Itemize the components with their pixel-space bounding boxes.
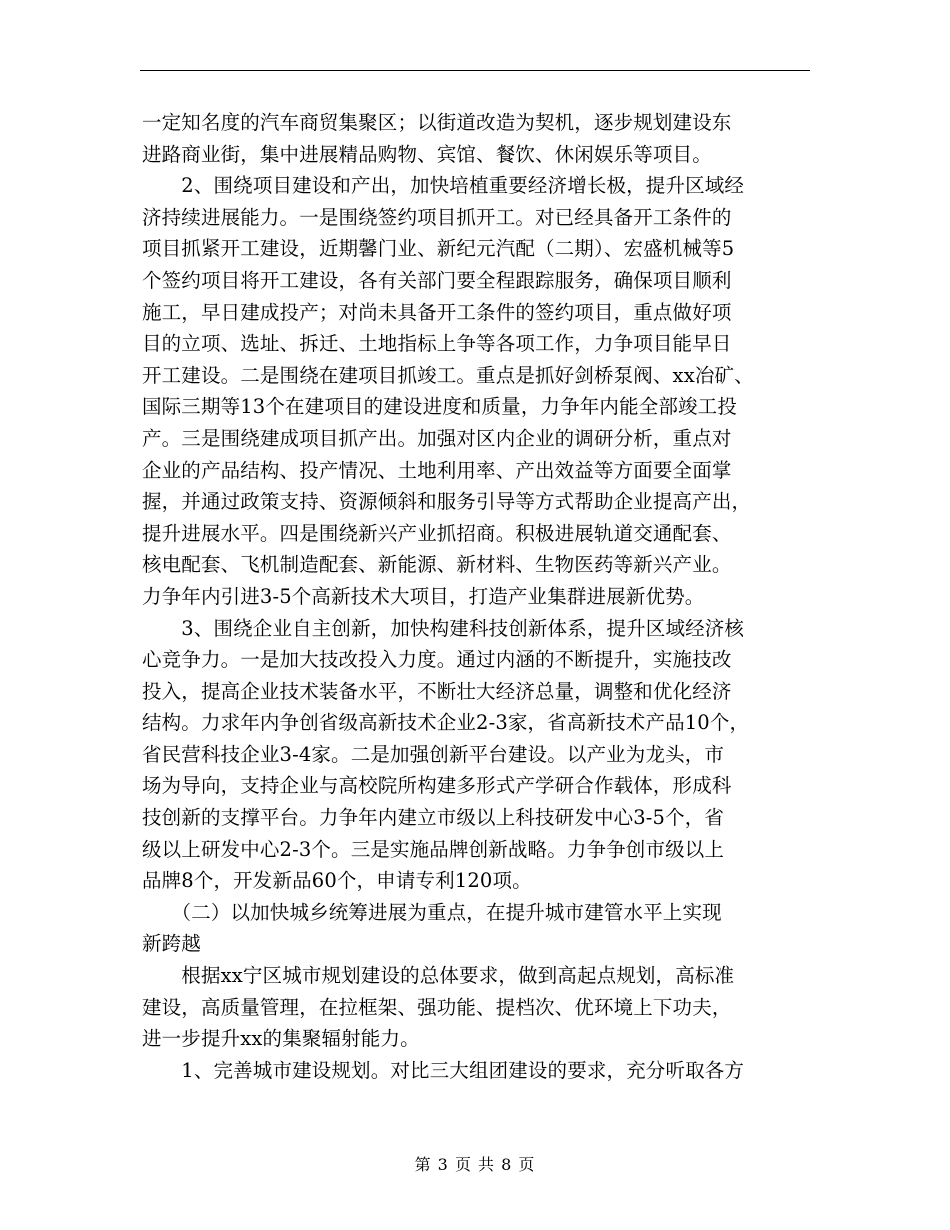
text-line: 握，并通过政策支持、资源倾斜和服务引导等方式帮助企业提高产出， [142, 490, 752, 514]
text-line: 技创新的支撑平台。力争年内建立市级以上科技研发中心3-5个，省 [142, 806, 725, 830]
text-line: 投入，提高企业技术装备水平，不断壮大经济总量，调整和优化经济 [142, 679, 732, 703]
text-line: 一定知名度的汽车商贸集聚区；以街道改造为契机，逐步规划建设东 [142, 111, 732, 134]
text-line: 新跨越 [142, 932, 201, 956]
text-line: 级以上研发中心2-3个。三是实施品牌创新战略。力争争创市级以上 [142, 837, 725, 861]
text-line: 进路商业街，集中进展精品购物、宾馆、餐饮、休闲娱乐等项目。 [142, 142, 712, 166]
text-line: 核电配套、飞机制造配套、新能源、新材料、生物医药等新兴产业。 [142, 553, 732, 577]
text-line: （二）以加快城乡统筹进展为重点，在提升城市建管水平上实现 [142, 900, 722, 924]
page-footer: 第 3 页 共 8 页 [414, 1155, 536, 1174]
text-line: 结构。力求年内争创省级高新技术企业2-3家，省高新技术产品10个， [142, 711, 750, 735]
text-line: 目的立项、选址、拆迁、土地指标上争等各项工作，力争项目能早日 [142, 332, 732, 356]
text-line: 2、围绕项目建设和产出，加快培植重要经济增长极，提升区域经 [142, 174, 745, 198]
body-text [142, 107, 812, 1086]
text-line: 进一步提升xx的集聚辐射能力。 [142, 1027, 420, 1051]
text-line: 济持续进展能力。一是围绕签约项目抓开工。对已经具备开工条件的 [142, 205, 732, 229]
header-rule [140, 70, 810, 71]
text-line: 力争年内引进3-5个高新技术大项目，打造产业集群进展新优势。 [142, 584, 705, 608]
text-line: 品牌8个，开发新品60个，申请专利120项。 [142, 869, 532, 893]
text-line: 个签约项目将开工建设，各有关部门要全程跟踪服务，确保项目顺利 [142, 268, 732, 292]
text-line: 国际三期等13个在建项目的建设进度和质量，力争年内能全部竣工投 [142, 395, 737, 419]
text-line: 心竞争力。一是加大技改投入力度。通过内涵的不断提升，实施技改 [142, 648, 732, 672]
text-line: 建设，高质量管理，在拉框架、强功能、提档次、优环境上下功夫， [142, 995, 732, 1019]
text-line: 企业的产品结构、投产情况、土地利用率、产出效益等方面要全面掌 [142, 458, 732, 482]
text-line: 省民营科技企业3-4家。二是加强创新平台建设。以产业为龙头，市 [142, 742, 725, 766]
text-line: 产。三是围绕建成项目抓产出。加强对区内企业的调研分析，重点对 [142, 426, 732, 450]
text-line: 提升进展水平。四是围绕新兴产业抓招商。积极进展轨道交通配套、 [142, 521, 732, 545]
text-line: 场为导向，支持企业与高校院所构建多形式产学研合作载体，形成科 [142, 774, 732, 798]
text-line: 开工建设。二是围绕在建项目抓竣工。重点是抓好剑桥泵阀、xx冶矿、 [142, 363, 754, 387]
text-line: 根据xx宁区城市规划建设的总体要求，做到高起点规划，高标准 [142, 964, 735, 988]
text-line: 项目抓紧开工建设，近期馨门业、新纪元汽配（二期）、宏盛机械等5 [142, 237, 735, 261]
text-line: 1、完善城市建设规划。对比三大组团建设的要求，充分听取各方 [142, 1058, 745, 1082]
text-line: 3、围绕企业自主创新，加快构建科技创新体系，提升区域经济核 [142, 616, 745, 640]
text-line: 施工，早日建成投产；对尚未具备开工条件的签约项目，重点做好项 [142, 300, 732, 324]
